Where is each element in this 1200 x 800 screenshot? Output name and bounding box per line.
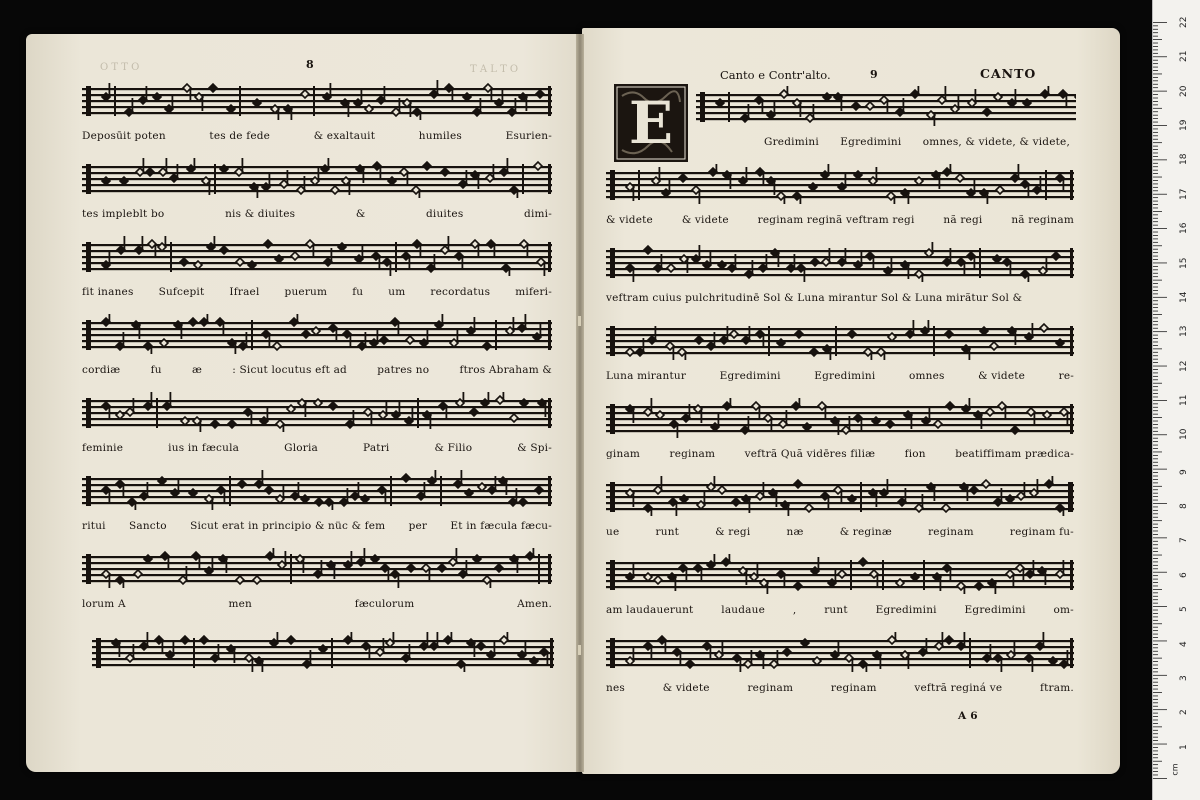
running-head: Canto e Contr'alto. xyxy=(720,68,831,82)
right_page-staff xyxy=(696,86,1076,126)
lyric-syllable: & videte xyxy=(662,682,710,694)
lyric-syllable: lorum A xyxy=(82,598,126,610)
left_page-staff xyxy=(82,236,552,276)
lyric-syllable: ius in fæcula xyxy=(168,442,240,454)
lyric-syllable: veftram cuius pulchritudinē Sol & Luna mirantur Sol & Luna mirãtur Sol & xyxy=(606,292,1023,304)
lyric-syllable: per xyxy=(408,520,428,532)
left_page-staff xyxy=(82,548,552,588)
lyric-syllable: Luna mirantur xyxy=(606,370,687,382)
right_page-staff xyxy=(606,632,1074,672)
lyric-syllable: runt xyxy=(824,604,848,616)
ruler-number: 14 xyxy=(1179,291,1189,303)
lyric-syllable: & exaltauit xyxy=(313,130,376,142)
lyric-syllable: laudaue xyxy=(721,604,766,616)
voice-label: CANTO xyxy=(980,66,1037,81)
lyric-syllable: veftrã Quã vidēres filiæ xyxy=(744,448,876,460)
lyric-syllable: Sufcepit xyxy=(158,286,205,298)
right_page-staff xyxy=(606,164,1074,204)
lyric-syllable: Deposūit poten xyxy=(82,130,166,142)
lyric-syllable: cordiæ xyxy=(82,364,121,376)
ruler-number: 5 xyxy=(1179,606,1189,613)
ruler-number: 13 xyxy=(1179,325,1189,338)
left_page-lyric-line xyxy=(82,364,552,376)
ruler-number: 9 xyxy=(1179,468,1189,475)
ruler-number: 3 xyxy=(1179,675,1189,681)
lyric-syllable: & reginæ xyxy=(839,526,892,538)
lyric-syllable: æ xyxy=(191,364,203,376)
ruler-number: 4 xyxy=(1179,640,1189,647)
ruler-number: 7 xyxy=(1179,537,1189,544)
right_page-staff xyxy=(606,476,1074,516)
left_page-lyric-line xyxy=(82,286,552,298)
right_page-staff xyxy=(606,242,1074,282)
left_page-staff xyxy=(82,392,552,432)
lyric-syllable: fæculorum xyxy=(354,598,415,610)
lyric-syllable: & Spi- xyxy=(517,442,552,454)
lyric-syllable: reginam reginã veftram regi xyxy=(757,214,915,226)
left_page-staff xyxy=(82,158,552,198)
lyric-syllable: Egredimini xyxy=(814,370,876,382)
lyric-syllable: & videte xyxy=(681,214,729,226)
left_page-staff xyxy=(82,314,552,354)
show-through-text: T A L T O xyxy=(470,64,519,75)
left_page-lyric-line xyxy=(82,520,552,532)
lyric-syllable: runt xyxy=(655,526,680,538)
lyric-syllable: um xyxy=(388,286,406,298)
lyric-syllable: reginam fu- xyxy=(1009,526,1074,538)
ruler-number: 12 xyxy=(1179,360,1189,372)
lyric-syllable: Patri xyxy=(363,442,390,454)
left_page-staff xyxy=(92,632,554,672)
ruler-ticks xyxy=(1153,0,1200,800)
ruler-number: 19 xyxy=(1179,119,1189,132)
lyric-syllable: næ xyxy=(786,526,804,538)
signature-mark: A 6 xyxy=(958,710,978,722)
right_page-lyric-line xyxy=(606,526,1074,538)
binding-thread xyxy=(578,645,581,655)
lyric-syllable: tes de fede xyxy=(209,130,271,142)
ruler-number: 6 xyxy=(1179,572,1189,578)
lyric-syllable: tes impleblt bo xyxy=(82,208,165,220)
right_page-lyric-line xyxy=(606,448,1074,460)
initial-letter: E xyxy=(628,89,674,157)
right_page-lyric-line xyxy=(606,214,1074,226)
ruler-number: 21 xyxy=(1179,50,1189,63)
right_page-staff xyxy=(606,554,1074,594)
show-through-text: O T T O xyxy=(100,62,140,73)
lyric-syllable: nes xyxy=(606,682,625,694)
lyric-syllable: Gredimini xyxy=(764,136,819,148)
lyric-syllable: diuites xyxy=(425,208,464,220)
lyric-syllable: & videte xyxy=(978,370,1026,382)
lyric-syllable: re- xyxy=(1058,370,1074,382)
lyric-syllable: omnes xyxy=(908,370,945,382)
ruler-number: 10 xyxy=(1179,428,1189,441)
lyric-syllable: Et in fæcula fæcu- xyxy=(450,520,552,532)
ruler-number: 11 xyxy=(1179,394,1189,406)
left_page-lyric-line xyxy=(82,442,552,454)
lyric-syllable: reginam xyxy=(928,526,974,538)
lyric-syllable: reginam xyxy=(669,448,716,460)
right_page-lyric-line xyxy=(606,370,1074,382)
lyric-syllable: & Filio xyxy=(434,442,473,454)
lyric-syllable: reginam xyxy=(830,682,877,694)
lyric-syllable: ginam xyxy=(606,448,641,460)
lyric-syllable: humiles xyxy=(418,130,462,142)
lyric-syllable: Esurien- xyxy=(505,130,552,142)
lyric-syllable: , xyxy=(792,604,797,616)
ruler-unit: cm xyxy=(1170,763,1180,776)
lyric-syllable: Sancto xyxy=(128,520,167,532)
ruler-number: 18 xyxy=(1179,154,1189,166)
lyric-syllable: nis & diuites xyxy=(225,208,296,220)
lyric-syllable: : Sicut locutus eft ad xyxy=(232,364,347,376)
lyric-syllable: dimi- xyxy=(524,208,552,220)
lyric-syllable: Amen. xyxy=(517,598,552,610)
lyric-syllable: puerum xyxy=(284,286,328,298)
lyric-syllable: ritui xyxy=(82,520,106,532)
ruler-number: 17 xyxy=(1179,188,1189,200)
ruler-number: 1 xyxy=(1179,743,1189,750)
left_page-lyric-line xyxy=(82,208,552,220)
lyric-syllable: & xyxy=(355,208,366,220)
lyric-syllable: nã reginam xyxy=(1011,214,1074,226)
lyric-syllable: Egredimini xyxy=(964,604,1026,616)
lyric-syllable: am laudauerunt xyxy=(606,604,694,616)
scale-ruler xyxy=(1152,0,1200,800)
ruler-number: 20 xyxy=(1179,85,1189,97)
left_page-staff xyxy=(82,80,552,120)
lyric-syllable: beatiffimam prædica- xyxy=(955,448,1074,460)
lyric-syllable: Egredimini xyxy=(719,370,781,382)
right_page-staff xyxy=(606,320,1074,360)
lyric-syllable: Egredimini xyxy=(840,136,902,148)
right_page-lyric-line xyxy=(606,604,1074,616)
lyric-syllable: patres no xyxy=(377,364,430,376)
right_page-staff xyxy=(606,398,1074,438)
ruler-number: 22 xyxy=(1179,16,1189,28)
lyric-syllable: fu xyxy=(352,286,364,298)
lyric-syllable: recordatus xyxy=(430,286,491,298)
lyric-syllable: & videte xyxy=(606,214,653,226)
lyric-syllable: reginam xyxy=(747,682,794,694)
right_page-lyric-line xyxy=(606,682,1074,694)
left-page-number: 8 xyxy=(306,58,314,71)
lyric-syllable: & regi xyxy=(715,526,751,538)
lyric-syllable: omnes, & videte, & videte, xyxy=(922,136,1070,148)
lyric-syllable: ftram. xyxy=(1040,682,1074,694)
left_page-lyric-line xyxy=(82,598,552,610)
ruler-number: 15 xyxy=(1179,257,1189,269)
binding-thread xyxy=(578,316,581,326)
right-page-number: 9 xyxy=(870,68,878,81)
decorated-initial xyxy=(614,84,688,162)
lyric-syllable: Sicut erat in principio & nüc & fem xyxy=(190,520,386,532)
lyric-syllable: Egredimini xyxy=(875,604,937,616)
right_page-lyric-line xyxy=(606,292,1074,304)
right_page-lyric-line xyxy=(764,136,1070,148)
book-gutter xyxy=(576,34,584,772)
lyric-syllable: feminie xyxy=(82,442,124,454)
ruler-number: 16 xyxy=(1179,222,1189,235)
lyric-syllable: veftrã reginá ve xyxy=(914,682,1003,694)
lyric-syllable: fion xyxy=(904,448,926,460)
ruler-number: 8 xyxy=(1179,503,1189,510)
lyric-syllable: men xyxy=(228,598,253,610)
lyric-syllable: nã regi xyxy=(943,214,983,226)
ruler-number: 2 xyxy=(1179,709,1189,716)
lyric-syllable: miferi- xyxy=(515,286,552,298)
left_page-lyric-line xyxy=(82,130,552,142)
lyric-syllable: fit inanes xyxy=(82,286,134,298)
lyric-syllable: Ifrael xyxy=(229,286,260,298)
lyric-syllable: Gloria xyxy=(284,442,319,454)
lyric-syllable: ue xyxy=(606,526,620,538)
lyric-syllable: om- xyxy=(1053,604,1074,616)
lyric-syllable: fu xyxy=(150,364,162,376)
lyric-syllable: ftros Abraham & xyxy=(459,364,552,376)
left_page-staff xyxy=(82,470,552,510)
